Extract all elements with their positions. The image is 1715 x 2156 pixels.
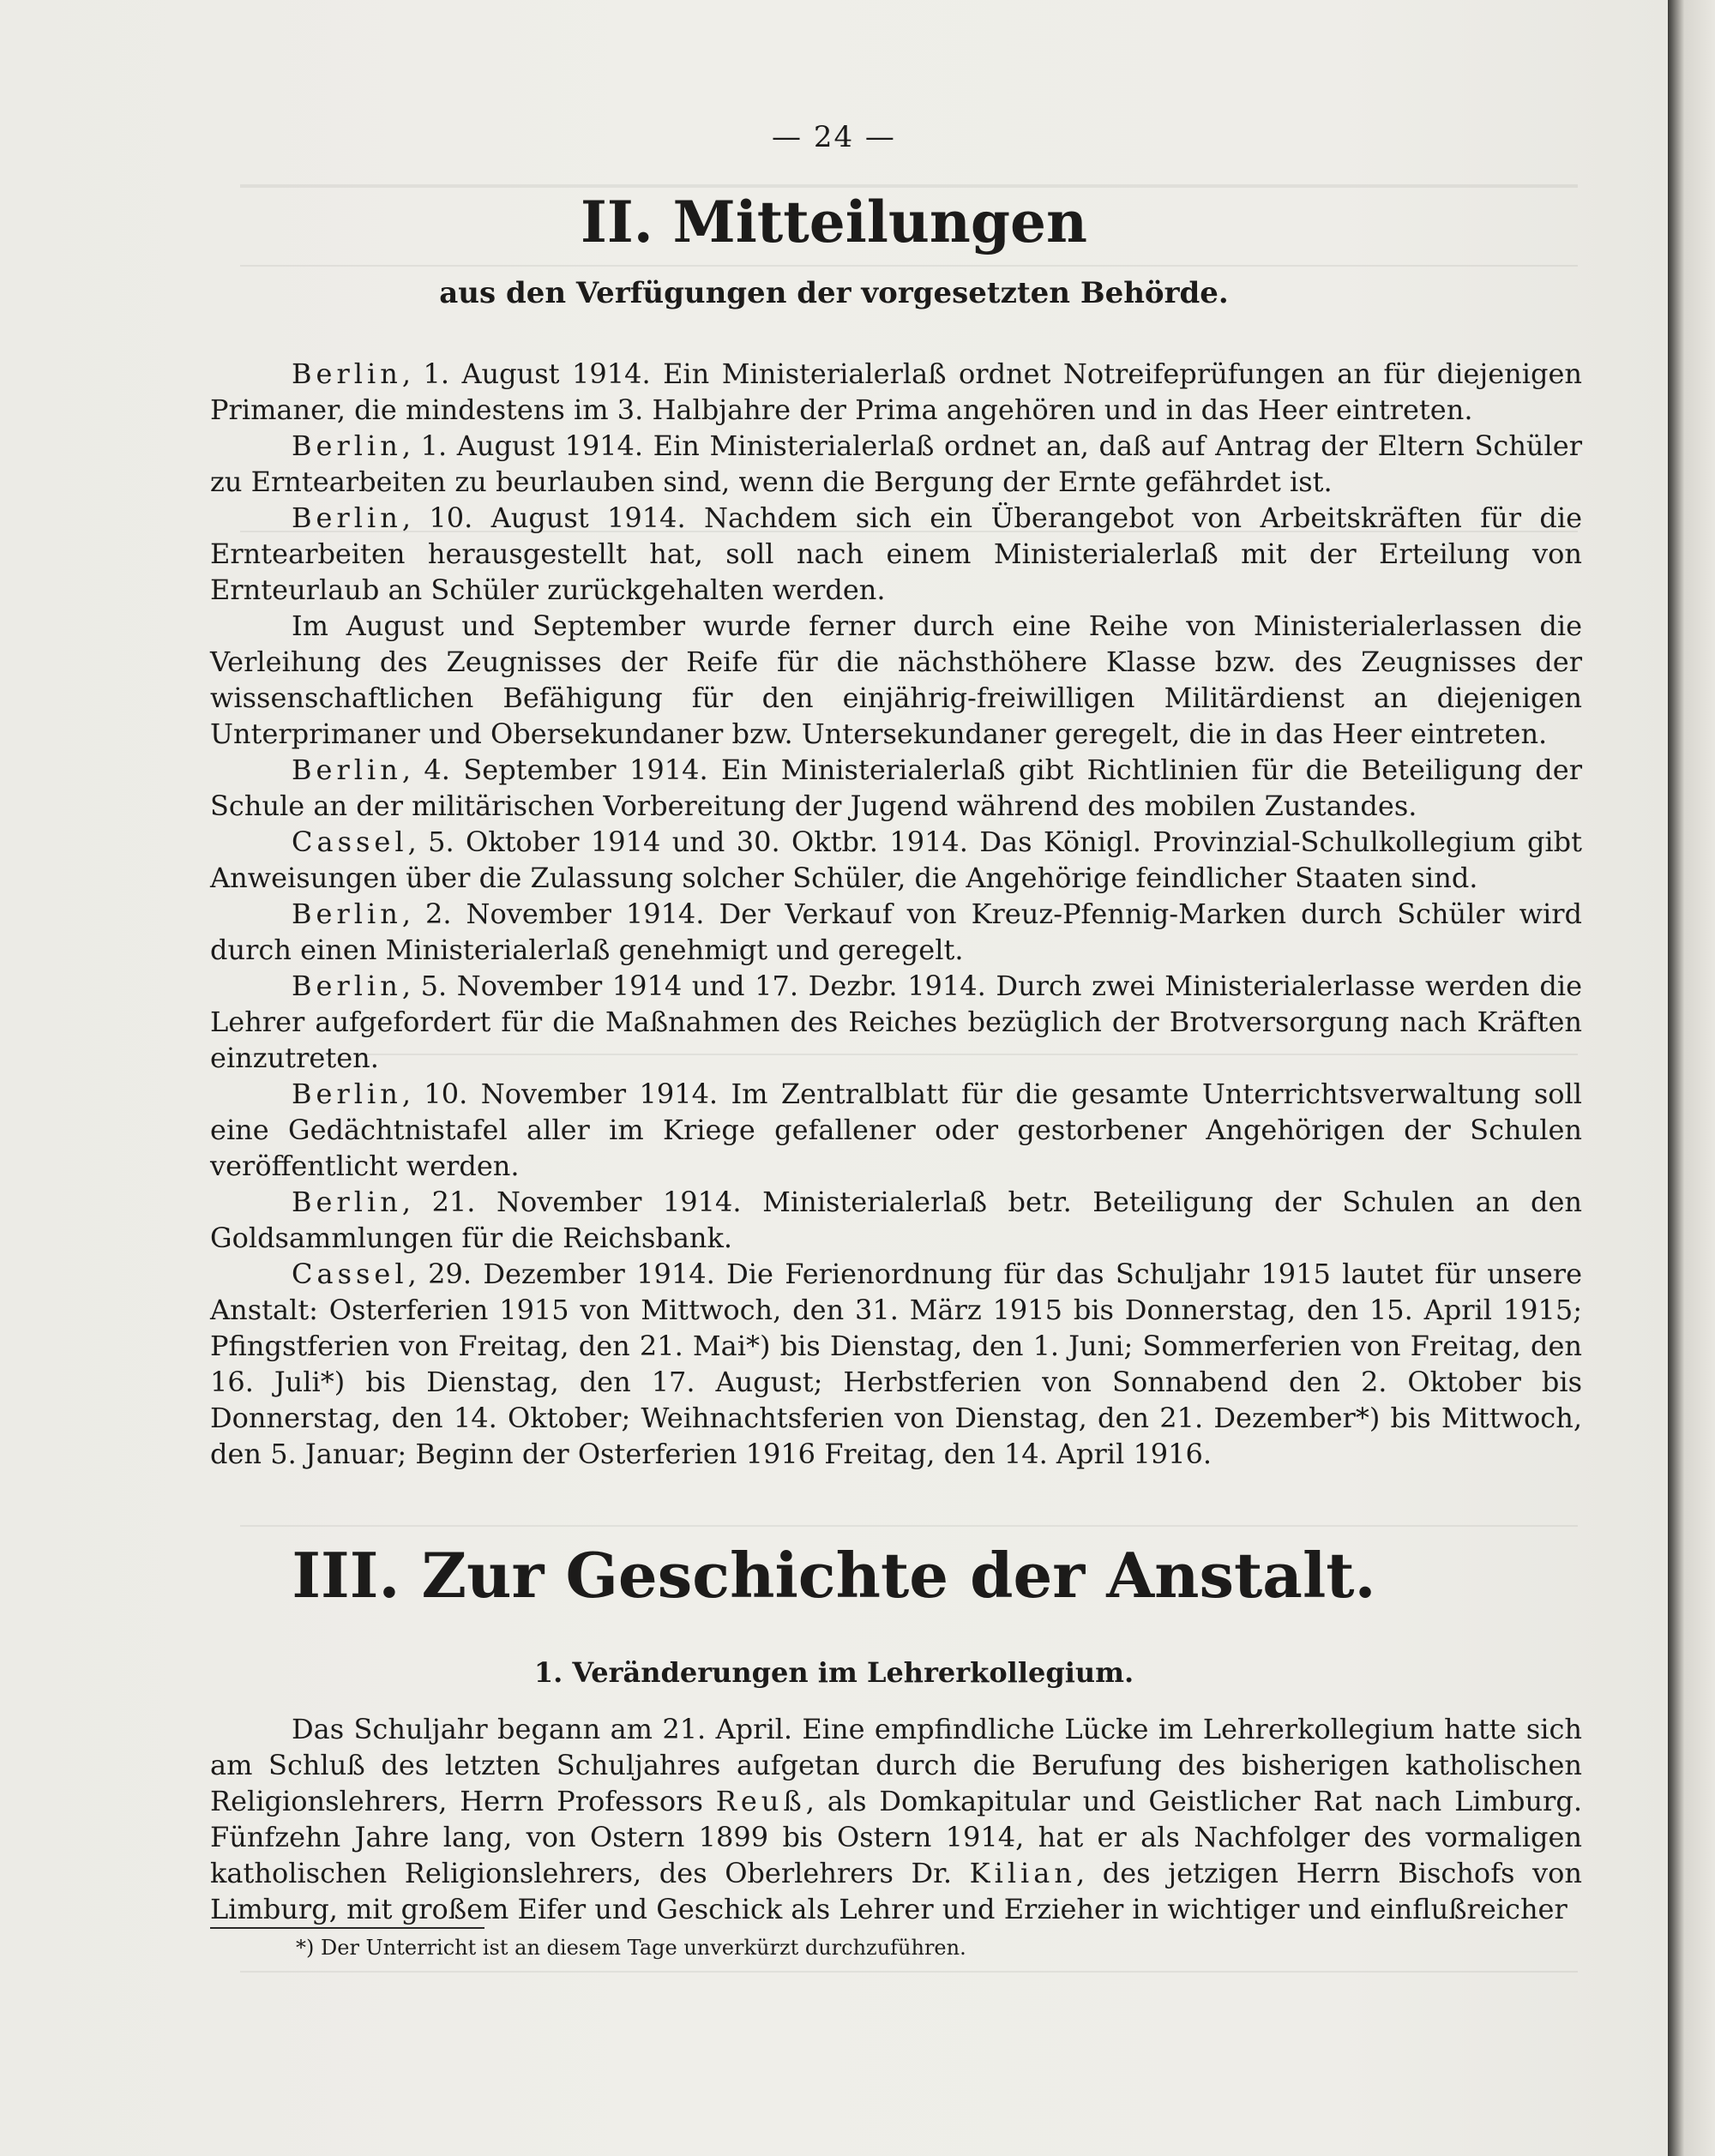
decree-entry bbox=[210, 1184, 1582, 1256]
decree-place: Berlin bbox=[292, 754, 402, 786]
decree-text: , 5. Oktober 1914 und 30. Oktbr. 1914. Das Königl. Provinzial-Schulkollegium gibt Anweisungen über die Zulassung solcher Schüler, die Angehörige feindlicher Staaten sind. bbox=[210, 826, 1582, 894]
decree-text: , 1. August 1914. Ein Ministerialerlaß ordnet an, daß auf Antrag der Eltern Schüler zu Erntearbeiten zu beurlauben sind, wenn die Bergung der Ernte gefährdet ist. bbox=[210, 429, 1582, 498]
person-name-kilian: Kilian bbox=[969, 1857, 1076, 1889]
decree-place: Berlin bbox=[292, 898, 402, 930]
footnote: *) Der Unterricht ist an diesem Tage unverkürzt durchzuführen. bbox=[296, 1936, 966, 1960]
decree-text: , 5. November 1914 und 17. Dezbr. 1914. Durch zwei Ministerialerlasse werden die Lehrer aufgefordert für die Maßnahmen des Reiches bezüglich der Brotversorgung nach Kräften einzutreten. bbox=[210, 970, 1582, 1074]
decree-place: Cassel bbox=[292, 826, 408, 858]
decree-text: , 1. August 1914. Ein Ministerialerlaß ordnet Notreifeprüfungen an für diejenigen Primaner, die mindestens im 3. Halbjahre der Prima angehören und in das Heer eintreten. bbox=[210, 357, 1582, 426]
decree-entry bbox=[210, 896, 1582, 968]
decree-place: Berlin bbox=[292, 1186, 402, 1218]
decree-entry bbox=[210, 824, 1582, 896]
section-subtitle-verfuegungen: aus den Verfügungen der vorgesetzten Behörde. bbox=[439, 276, 1229, 310]
decree-text: , 2. November 1914. Der Verkauf von Kreuz-Pfennig-Marken durch Schüler wird durch einen Ministerialerlaß genehmigt und geregelt. bbox=[210, 898, 1582, 966]
decree-text: Im August und September wurde ferner durch eine Reihe von Ministerialerlassen die Verleihung des Zeugnisses der Reife für die nächsthöhere Klasse bzw. des Zeugnisses der wissenschaftlichen Befähigung für den einjährig-freiwilligen Militärdienst an diejenigen Unterprimaner und Obersekundaner bzw. Untersekundaner geregelt, die in das Heer eintreten. bbox=[210, 610, 1582, 750]
paragraph-part: , als Domkapitular und Geistlicher Rat nach Limburg. Fünfzehn Jahre lang, von Ostern 1899 bis Ostern 1914, hat er als Nachfolger des vormaligen katholischen Religionslehrers, des Oberlehrers Dr. bbox=[210, 1785, 1583, 1889]
paragraph-text bbox=[210, 1711, 1582, 1927]
decree-text: , 4. September 1914. Ein Ministerialerlaß gibt Richtlinien für die Beteiligung der Schule an der militärischen Vorbereitung der Jugend während des mobilen Zustandes. bbox=[210, 754, 1582, 822]
section-subtitle-lehrerkollegium: 1. Veränderungen im Lehrerkollegium. bbox=[533, 1656, 1134, 1689]
person-name-reuss: Reuß bbox=[715, 1785, 806, 1817]
decree-entry bbox=[210, 356, 1582, 428]
decree-place: Berlin bbox=[292, 1078, 402, 1110]
paragraph-part: Das Schuljahr begann am 21. April. Eine empfindliche Lücke im Lehrerkollegium hatte sich am Schluß des letzten Schuljahres aufgetan durch die Berufung des bisherigen katholischen Religionslehrers, Herrn Professors bbox=[210, 1713, 1582, 1817]
section-title-geschichte: III. Zur Geschichte der Anstalt. bbox=[292, 1539, 1376, 1612]
decree-place: Berlin bbox=[292, 501, 402, 534]
decree-text: , 10. August 1914. Nachdem sich ein Überangebot von Arbeitskräften für die Erntearbeiten herausgestellt hat, soll nach einem Ministerialerlaß mit der Erteilung von Ernteurlaub an Schüler zurückgehalten werden. bbox=[210, 501, 1582, 606]
decree-place: Berlin bbox=[292, 970, 402, 1002]
decrees-list bbox=[210, 356, 1582, 1472]
decree-entry bbox=[210, 608, 1582, 752]
decree-entry bbox=[210, 1076, 1582, 1184]
section-title-mitteilungen: II. Mitteilungen bbox=[580, 189, 1088, 255]
decree-place: Cassel bbox=[292, 1258, 408, 1290]
decree-place: Berlin bbox=[292, 357, 402, 390]
decree-entry bbox=[210, 1256, 1582, 1472]
page-number: — 24 — bbox=[772, 120, 896, 154]
footnote-rule bbox=[210, 1927, 484, 1929]
decree-entry bbox=[210, 752, 1582, 824]
paragraph-part: , des jetzigen Herrn Bischofs von Limburg, mit großem Eifer und Geschick als Lehrer und Erzieher in wichtiger und einflußreicher bbox=[210, 1857, 1582, 1925]
decree-text: , 29. Dezember 1914. Die Ferienordnung für das Schuljahr 1915 lautet für unsere Anstalt: Osterferien 1915 von Mittwoch, den 31. März 1915 bis Donnerstag, den 15. April 1915; Pfingstferien von Freitag, den 21. Mai*) bis Dienstag, den 1. Juni; Sommerferien von Freitag, den 16. Juli*) bis Dienstag, den 17. August; Herbstferien von Sonnabend den 2. Oktober bis Donnerstag, den 14. Oktober; Weihnachtsferien von Dienstag, den 21. Dezember*) bis Mittwoch, den 5. Januar; Beginn der Osterferien 1916 Freitag, den 14. April 1916. bbox=[210, 1258, 1582, 1470]
decree-text: , 10. November 1914. Im Zentralblatt für die gesamte Unterrichtsverwaltung soll eine Gedächtnistafel aller im Kriege gefallener oder gestorbener Angehörigen der Schulen veröffentlicht werden. bbox=[210, 1078, 1582, 1182]
page-edge-shadow bbox=[1668, 0, 1715, 2156]
decree-entry bbox=[210, 500, 1582, 608]
decree-place: Berlin bbox=[292, 429, 402, 462]
history-paragraph bbox=[210, 1711, 1582, 1927]
decree-text: , 21. November 1914. Ministerialerlaß betr. Beteiligung der Schulen an den Goldsammlungen für die Reichsbank. bbox=[210, 1186, 1582, 1254]
decree-entry bbox=[210, 428, 1582, 500]
decree-entry bbox=[210, 968, 1582, 1076]
